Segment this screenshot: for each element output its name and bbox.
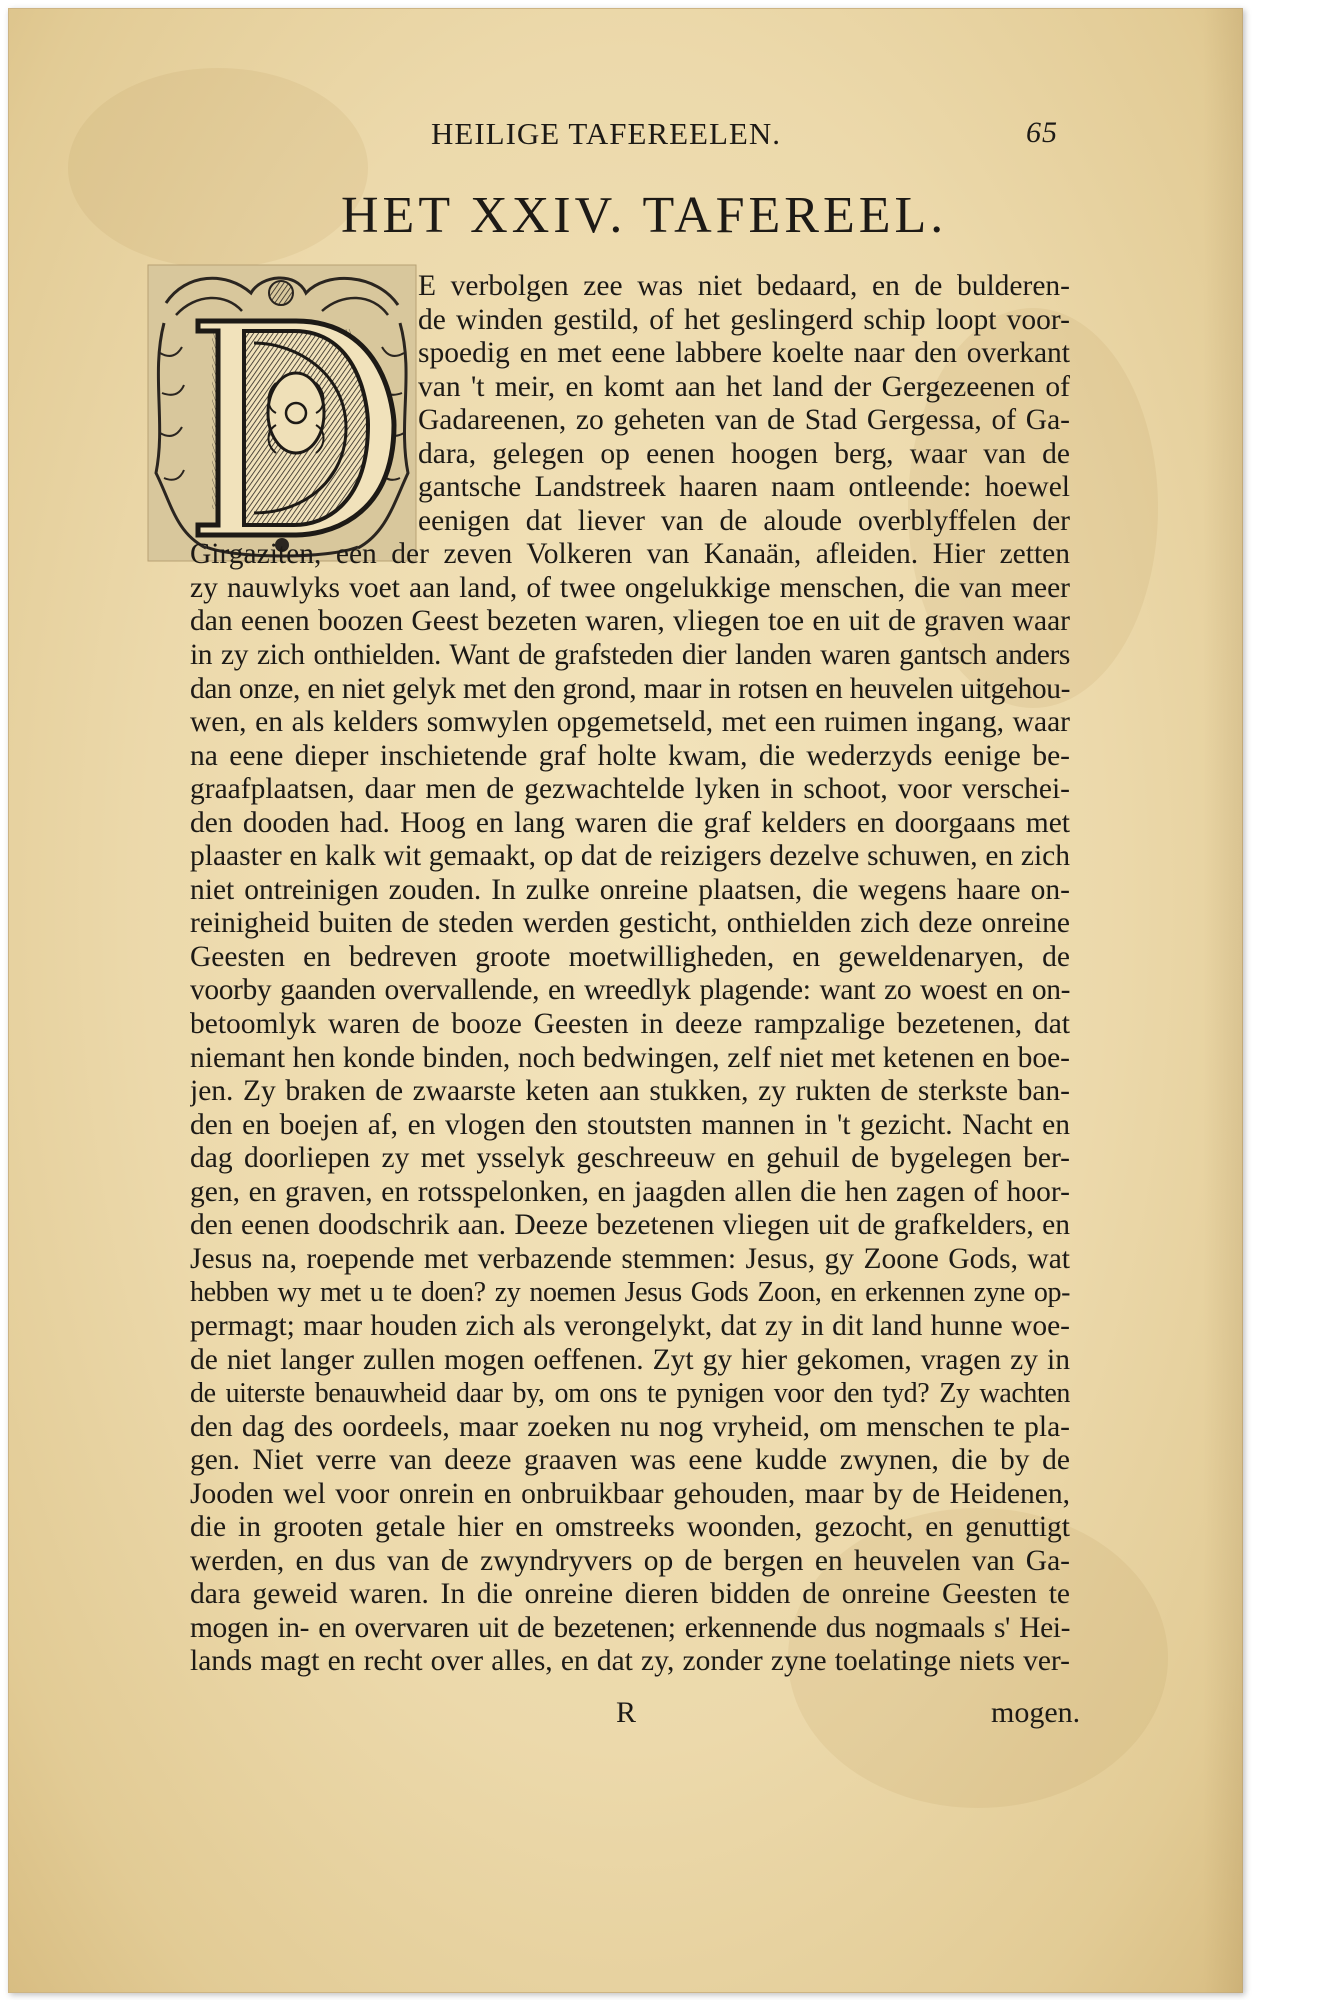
text-line: Gadareenen, zo geheten van de Stad Gergessa, of Ga- — [418, 404, 1070, 437]
text-line: dag doorliepen zy met ysselyk geschreeuw en gehuil de bygelegen ber- — [190, 1142, 1070, 1175]
text-line: dan onze, en niet gelyk met den grond, maar in rotsen en heuvelen uitgehou- — [190, 672, 1070, 705]
text-line: eenigen dat liever van de aloude overblyffelen der — [418, 504, 1070, 537]
text-line: gantsche Landstreek haaren naam ontleende: hoewel — [418, 471, 1070, 504]
text-line: E verbolgen zee was niet bedaard, en de bulderen- — [418, 270, 1070, 302]
text-line: gen, en graven, en rotsspelonken, en jaagden allen die hen zagen of hoor- — [190, 1175, 1070, 1208]
text-line: van 't meir, en komt aan het land der Gergezeenen of — [418, 370, 1070, 403]
catchword: mogen. — [991, 1696, 1081, 1729]
text-line: den dooden had. Hoog en lang waren die graf kelders en doorgaans met — [190, 806, 1070, 839]
text-line: mogen in- en overvaren uit de bezetenen; erkennende dus nogmaals s' Hei- — [190, 1611, 1070, 1644]
text-line: dara geweid waren. In die onreine dieren bidden de onreine Geesten te — [190, 1578, 1070, 1611]
text-line: de winden gestild, of het geslingerd schip loopt voor- — [418, 303, 1070, 336]
text-line: reinigheid buiten de steden werden gesticht, onthielden zich deze onreine — [190, 907, 1070, 940]
text-line: hebben wy met u te doen? zy noemen Jesus Gods Zoon, en erkennen zyne op- — [190, 1277, 1070, 1309]
text-line: zy nauwlyks voet aan land, of twee ongelukkige menschen, die van meer — [190, 571, 1070, 604]
text-line: lands magt en recht over alles, en dat zy, zonder zyne toelatinge niets ver- — [190, 1645, 1070, 1678]
signature-mark: R — [616, 1696, 637, 1729]
text-line: jen. Zy braken de zwaarste keten aan stukken, zy rukten de sterkste ban- — [190, 1075, 1070, 1108]
text-line: niemant hen konde binden, noch bedwingen, zelf niet met ketenen en boe- — [190, 1041, 1070, 1074]
text-line: Jesus na, roepende met verbazende stemmen: Jesus, gy Zoone Gods, wat — [190, 1242, 1070, 1275]
text-line: werden, en dus van de zwyndryvers op de bergen en heuvelen van Ga- — [190, 1544, 1070, 1577]
text-line: graafplaatsen, daar men de gezwachtelde lyken in schoot, voor verschei- — [190, 773, 1070, 806]
book-page — [8, 8, 1243, 1993]
text-line: niet ontreinigen zouden. In zulke onreine plaatsen, die wegens haare on- — [190, 873, 1070, 906]
text-line: Geesten en bedreven groote moetwilligheden, en geweldenaryen, de — [190, 940, 1070, 973]
text-line: de uiterste benauwheid daar by, om ons te pynigen voor den tyd? Zy wachten — [190, 1378, 1070, 1410]
text-line: na eene dieper inschietende graf holte kwam, die wederzyds eenige be- — [190, 739, 1070, 772]
text-line: dan eenen boozen Geest bezeten waren, vliegen toe en uit de graven waar — [190, 605, 1070, 638]
text-line: die in grooten getale hier en omstreeks woonden, gezocht, en genuttigt — [190, 1511, 1070, 1544]
text-line: spoedig en met eene labbere koelte naar den overkant — [418, 337, 1070, 370]
body-text — [190, 270, 1070, 1679]
text-line: Jooden wel voor onrein en onbruikbaar gehouden, maar by de Heidenen, — [190, 1477, 1070, 1510]
text-line: gen. Niet verre van deeze graaven was eene kudde zwynen, die by de — [190, 1444, 1070, 1477]
text-line: permagt; maar houden zich als verongelykt, dat zy in dit land hunne woe- — [190, 1309, 1070, 1342]
running-title: HEILIGE TAFEREELEN. — [431, 116, 781, 151]
chapter-title: HET XXIV. TAFEREEL. — [341, 187, 948, 244]
text-line: in zy zich onthielden. Want de grafsteden dier landen waren gantsch anders — [190, 639, 1070, 672]
text-line: dara, gelegen op eenen hoogen berg, waar van de — [418, 437, 1070, 470]
text-line: den en boejen af, en vlogen den stoutsten mannen in 't gezicht. Nacht en — [190, 1108, 1070, 1141]
text-line: den eenen doodschrik aan. Deeze bezetenen vliegen uit de grafkelders, en — [190, 1209, 1070, 1242]
running-head — [8, 116, 1243, 156]
text-line: voorby gaanden overvallende, en wreedlyk plagende: want zo woest en on- — [190, 974, 1070, 1007]
text-line: betoomlyk waren de booze Geesten in deeze rampzalige bezetenen, dat — [190, 1008, 1070, 1041]
text-line: wen, en als kelders somwylen opgemetseld, met een ruimen ingang, waar — [190, 706, 1070, 739]
text-line: den dag des oordeels, maar zoeken nu nog vryheid, om menschen te pla- — [190, 1410, 1070, 1443]
page-number: 65 — [1026, 116, 1058, 149]
text-line: Girgaziten, een der zeven Volkeren van Kanaän, afleiden. Hier zetten — [190, 538, 1070, 571]
paper-stain — [68, 68, 368, 268]
text-line: de niet langer zullen mogen oeffenen. Zyt gy hier gekomen, vragen zy in — [190, 1343, 1070, 1376]
page-footer — [8, 1696, 1243, 1736]
text-line: plaaster en kalk wit gemaakt, op dat de reizigers dezelve schuwen, en zich — [190, 840, 1070, 873]
